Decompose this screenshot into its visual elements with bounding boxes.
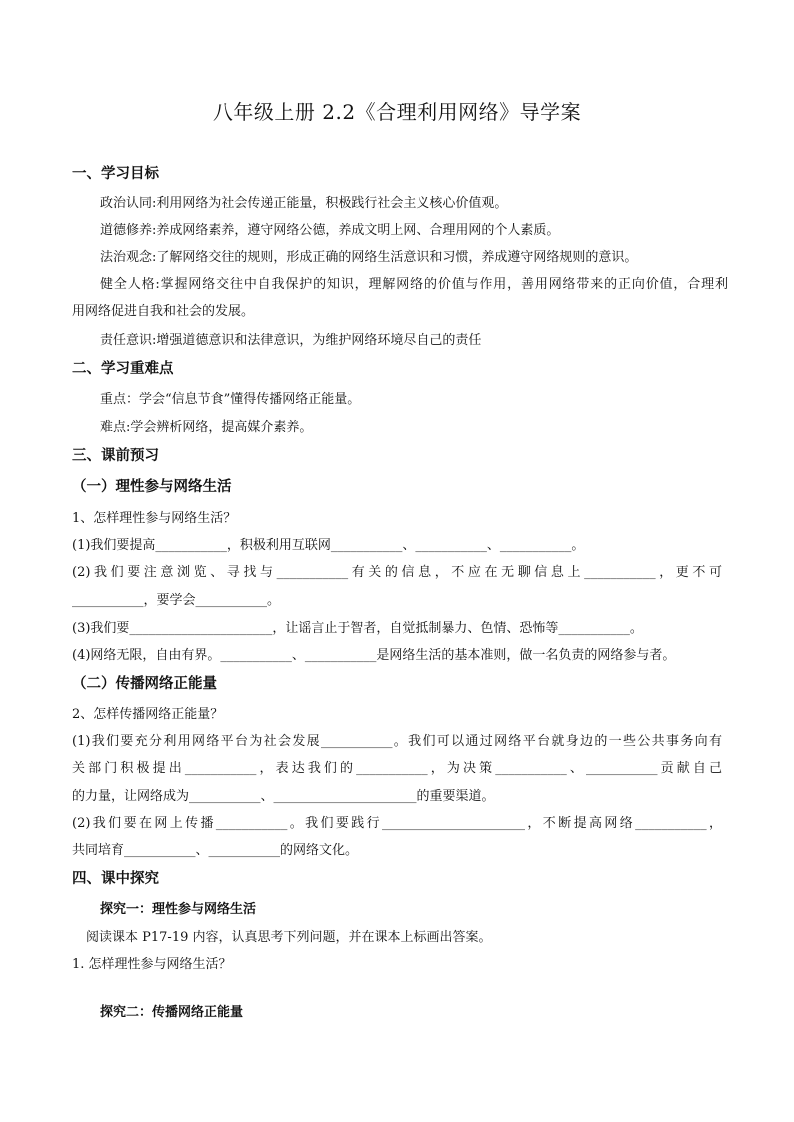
question-1: 1、怎样理性参与网络生活？ (72, 511, 237, 526)
question-2: 2、怎样传播网络正能量？ (72, 707, 224, 722)
section-heading-keypoints: 二、学习重难点 (72, 361, 174, 377)
goal-responsibility: 责任意识:增强道德意识和法律意识，为维护网络环境尽自己的责任 (100, 333, 482, 348)
answer-1-1: (1)我们要提高___________，积极利用互联网___________、___________、___________。 (72, 538, 585, 553)
goal-political: 政治认同:利用网络为社会传递正能量，积极践行社会主义核心价值观。 (100, 196, 508, 211)
goal-personality-line1: 健全人格:掌握网络交往中自我保护的知识，理解网络的价值与作用，善用网络带来的正向价值，合理利 (100, 277, 728, 292)
goal-moral: 道德修养:养成网络素养，遵守网络公德，养成文明上网、合理用网的个人素质。 (100, 223, 560, 238)
answer-2-1-line1: (1)我们要充分利用网络平台为社会发展___________。我们可以通过网络平台就身边的一些公共事务向有 (72, 734, 722, 749)
difficult-point: 难点:学会辨析网络，提高媒介素养。 (100, 420, 313, 435)
goal-personality-line2: 用网络促进自我和社会的发展。 (72, 304, 255, 319)
exploration-1-heading: 探究一：理性参与网络生活 (100, 902, 257, 917)
document-title: 八年级上册 2.2《合理利用网络》导学案 (212, 100, 582, 124)
subsection-positive-energy: （二）传播网络正能量 (72, 676, 217, 692)
answer-1-2-line1: (2)我们要注意浏览、寻找与___________有关的信息，不应在无聊信息上___________，更不可 (72, 565, 722, 580)
exploration-2-heading: 探究二：传播网络正能量 (100, 1005, 244, 1020)
section-heading-exploration: 四、课中探究 (72, 871, 159, 887)
section-heading-goals: 一、学习目标 (72, 166, 159, 182)
answer-2-2-line1: (2)我们要在网上传播___________。我们要践行______________________，不断提高网络___________， (72, 816, 722, 831)
answer-2-1-line3: 的力量，让网络成为___________、______________________的重要渠道。 (72, 789, 495, 804)
key-point: 重点：学会“信息节食”懂得传播网络正能量。 (100, 392, 361, 407)
goal-law: 法治观念:了解网络交往的规则，形成正确的网络生活意识和习惯，养成遵守网络规则的意识。 (100, 250, 638, 265)
exploration-1-instruction: 阅读课本 P17-19 内容，认真思考下列问题，并在课本上标画出答案。 (86, 930, 492, 945)
subsection-rational-participation: （一）理性参与网络生活 (72, 479, 232, 495)
answer-1-2-line2: ___________，要学会___________。 (72, 593, 281, 608)
answer-1-4: (4)网络无限，自由有界。___________、___________是网络生活的基本准则，做一名负责的网络参与者。 (72, 648, 676, 663)
exploration-1-question: 1. 怎样理性参与网络生活？ (72, 957, 232, 972)
answer-2-1-line2: 关部门积极提出___________，表达我们的___________，为决策___________、___________贡献自己 (72, 761, 722, 776)
section-heading-preview: 三、课前预习 (72, 448, 159, 464)
answer-2-2-line2: 共同培育___________、___________的网络文化。 (72, 843, 359, 858)
answer-1-3: (3)我们要______________________，让谣言止于智者，自觉抵制暴力、色情、恐怖等___________。 (72, 621, 643, 636)
